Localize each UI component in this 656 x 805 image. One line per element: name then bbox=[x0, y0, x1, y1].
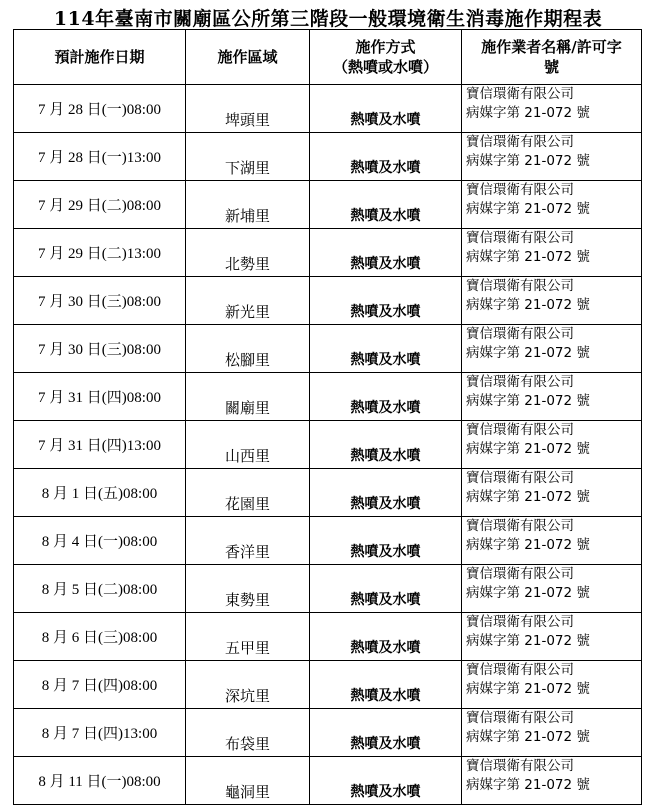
schedule-vendor bbox=[462, 661, 642, 709]
schedule-area: 新埔里 bbox=[186, 181, 310, 229]
table-row bbox=[14, 517, 642, 565]
table-row bbox=[14, 613, 642, 661]
vendor-license: 病媒字第 21-072 號 bbox=[466, 345, 590, 361]
schedule-area: 新光里 bbox=[186, 277, 310, 325]
table-row bbox=[14, 277, 642, 325]
schedule-area: 北勢里 bbox=[186, 229, 310, 277]
header-area: 施作區域 bbox=[186, 30, 310, 85]
schedule-vendor bbox=[462, 373, 642, 421]
schedule-date: 8 月 1 日(五)08:00 bbox=[14, 469, 186, 517]
vendor-name: 寶信環衛有限公司 bbox=[466, 710, 574, 726]
vendor-license: 病媒字第 21-072 號 bbox=[466, 393, 590, 409]
schedule-area: 布袋里 bbox=[186, 709, 310, 757]
schedule-date: 8 月 7 日(四)13:00 bbox=[14, 709, 186, 757]
header-method-line1: 施作方式 bbox=[355, 38, 416, 56]
schedule-vendor bbox=[462, 613, 642, 661]
table-row bbox=[14, 565, 642, 613]
schedule-method: 熱噴及水噴 bbox=[310, 373, 462, 421]
schedule-date: 7 月 31 日(四)13:00 bbox=[14, 421, 186, 469]
schedule-vendor bbox=[462, 517, 642, 565]
table-row bbox=[14, 757, 642, 805]
schedule-date: 7 月 31 日(四)08:00 bbox=[14, 373, 186, 421]
table-row bbox=[14, 469, 642, 517]
schedule-method: 熱噴及水噴 bbox=[310, 517, 462, 565]
schedule-date: 7 月 29 日(二)13:00 bbox=[14, 229, 186, 277]
vendor-license: 病媒字第 21-072 號 bbox=[466, 585, 590, 601]
schedule-method: 熱噴及水噴 bbox=[310, 133, 462, 181]
schedule-method: 熱噴及水噴 bbox=[310, 565, 462, 613]
vendor-license: 病媒字第 21-072 號 bbox=[466, 201, 590, 217]
header-vendor bbox=[462, 30, 642, 85]
header-method bbox=[310, 30, 462, 85]
schedule-method: 熱噴及水噴 bbox=[310, 757, 462, 805]
table-row bbox=[14, 373, 642, 421]
schedule-table bbox=[13, 29, 642, 805]
table-row bbox=[14, 709, 642, 757]
vendor-license: 病媒字第 21-072 號 bbox=[466, 633, 590, 649]
vendor-name: 寶信環衛有限公司 bbox=[466, 422, 574, 438]
header-date: 預計施作日期 bbox=[14, 30, 186, 85]
schedule-vendor bbox=[462, 757, 642, 805]
schedule-method: 熱噴及水噴 bbox=[310, 661, 462, 709]
vendor-name: 寶信環衛有限公司 bbox=[466, 182, 574, 198]
schedule-date: 8 月 7 日(四)08:00 bbox=[14, 661, 186, 709]
schedule-date: 7 月 28 日(一)08:00 bbox=[14, 85, 186, 133]
schedule-method: 熱噴及水噴 bbox=[310, 613, 462, 661]
schedule-vendor bbox=[462, 709, 642, 757]
schedule-vendor bbox=[462, 133, 642, 181]
schedule-method: 熱噴及水噴 bbox=[310, 421, 462, 469]
vendor-name: 寶信環衛有限公司 bbox=[466, 134, 574, 150]
vendor-license: 病媒字第 21-072 號 bbox=[466, 105, 590, 121]
header-method-line2: （熱噴或水噴） bbox=[332, 58, 438, 76]
schedule-vendor bbox=[462, 181, 642, 229]
schedule-area: 深坑里 bbox=[186, 661, 310, 709]
vendor-name: 寶信環衛有限公司 bbox=[466, 326, 574, 342]
schedule-vendor bbox=[462, 325, 642, 373]
vendor-license: 病媒字第 21-072 號 bbox=[466, 297, 590, 313]
header-vendor-line1: 施作業者名稱/許可字 bbox=[481, 38, 622, 56]
vendor-name: 寶信環衛有限公司 bbox=[466, 662, 574, 678]
table-row bbox=[14, 181, 642, 229]
table-header-row bbox=[14, 30, 642, 85]
schedule-method: 熱噴及水噴 bbox=[310, 229, 462, 277]
vendor-name: 寶信環衛有限公司 bbox=[466, 86, 574, 102]
schedule-area: 松腳里 bbox=[186, 325, 310, 373]
vendor-name: 寶信環衛有限公司 bbox=[466, 614, 574, 630]
vendor-license: 病媒字第 21-072 號 bbox=[466, 777, 590, 793]
vendor-license: 病媒字第 21-072 號 bbox=[466, 681, 590, 697]
vendor-name: 寶信環衛有限公司 bbox=[466, 278, 574, 294]
schedule-area: 山西里 bbox=[186, 421, 310, 469]
schedule-area: 下湖里 bbox=[186, 133, 310, 181]
vendor-license: 病媒字第 21-072 號 bbox=[466, 537, 590, 553]
vendor-license: 病媒字第 21-072 號 bbox=[466, 441, 590, 457]
vendor-name: 寶信環衛有限公司 bbox=[466, 470, 574, 486]
schedule-date: 8 月 11 日(一)08:00 bbox=[14, 757, 186, 805]
vendor-license: 病媒字第 21-072 號 bbox=[466, 489, 590, 505]
header-vendor-line2: 號 bbox=[543, 58, 559, 76]
schedule-area: 花園里 bbox=[186, 469, 310, 517]
vendor-license: 病媒字第 21-072 號 bbox=[466, 729, 590, 745]
vendor-license: 病媒字第 21-072 號 bbox=[466, 153, 590, 169]
schedule-vendor bbox=[462, 469, 642, 517]
table-row bbox=[14, 421, 642, 469]
schedule-area: 龜洞里 bbox=[186, 757, 310, 805]
schedule-vendor bbox=[462, 277, 642, 325]
schedule-method: 熱噴及水噴 bbox=[310, 181, 462, 229]
schedule-method: 熱噴及水噴 bbox=[310, 709, 462, 757]
schedule-date: 7 月 29 日(二)08:00 bbox=[14, 181, 186, 229]
schedule-body bbox=[14, 85, 642, 805]
schedule-area: 關廟里 bbox=[186, 373, 310, 421]
schedule-date: 7 月 30 日(三)08:00 bbox=[14, 325, 186, 373]
table-row bbox=[14, 133, 642, 181]
table-row bbox=[14, 325, 642, 373]
vendor-name: 寶信環衛有限公司 bbox=[466, 518, 574, 534]
schedule-date: 8 月 5 日(二)08:00 bbox=[14, 565, 186, 613]
schedule-method: 熱噴及水噴 bbox=[310, 469, 462, 517]
schedule-area: 埤頭里 bbox=[186, 85, 310, 133]
schedule-method: 熱噴及水噴 bbox=[310, 85, 462, 133]
schedule-method: 熱噴及水噴 bbox=[310, 277, 462, 325]
vendor-name: 寶信環衛有限公司 bbox=[466, 230, 574, 246]
schedule-vendor bbox=[462, 229, 642, 277]
vendor-license: 病媒字第 21-072 號 bbox=[466, 249, 590, 265]
schedule-vendor bbox=[462, 85, 642, 133]
schedule-date: 8 月 4 日(一)08:00 bbox=[14, 517, 186, 565]
vendor-name: 寶信環衛有限公司 bbox=[466, 566, 574, 582]
schedule-method: 熱噴及水噴 bbox=[310, 325, 462, 373]
schedule-vendor bbox=[462, 565, 642, 613]
schedule-area: 五甲里 bbox=[186, 613, 310, 661]
schedule-area: 東勢里 bbox=[186, 565, 310, 613]
schedule-date: 7 月 28 日(一)13:00 bbox=[14, 133, 186, 181]
schedule-area: 香洋里 bbox=[186, 517, 310, 565]
table-row bbox=[14, 229, 642, 277]
page-title: 114年臺南市關廟區公所第三階段一般環境衛生消毒施作期程表 bbox=[53, 8, 603, 30]
vendor-name: 寶信環衛有限公司 bbox=[466, 374, 574, 390]
schedule-date: 8 月 6 日(三)08:00 bbox=[14, 613, 186, 661]
table-row bbox=[14, 85, 642, 133]
vendor-name: 寶信環衛有限公司 bbox=[466, 758, 574, 774]
schedule-date: 7 月 30 日(三)08:00 bbox=[14, 277, 186, 325]
schedule-vendor bbox=[462, 421, 642, 469]
table-row bbox=[14, 661, 642, 709]
